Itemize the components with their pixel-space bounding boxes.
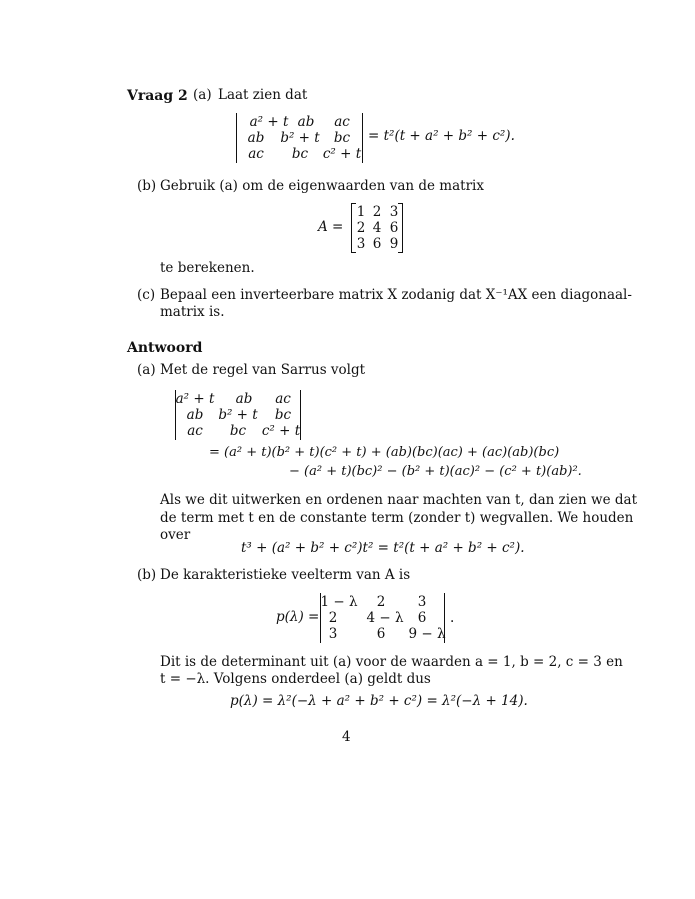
det-cell: b² + t	[218, 407, 258, 423]
answer-b-intro: De karakteristieke veelterm van A is	[160, 567, 411, 583]
matrix-cell: 9	[389, 236, 399, 252]
det-cell: bc	[229, 423, 247, 439]
p-lambda-dot: .	[450, 610, 455, 626]
part-b-label: (b)	[137, 178, 157, 194]
part-c-label: (c)	[137, 287, 156, 303]
det-cell: ab	[297, 114, 315, 130]
det-cell: 1 − λ	[320, 594, 358, 610]
matrix-cell: 1	[356, 204, 366, 220]
det-cell: ab	[235, 391, 253, 407]
det-cell: c² + t	[322, 146, 362, 162]
part-c-line1: Bepaal een inverteerbare matrix X zodanig dat X⁻¹AX een diagonaal-	[160, 287, 632, 303]
det-cell: c² + t	[261, 423, 301, 439]
det-cell: 9 − λ	[408, 626, 446, 642]
det-cell: bc	[333, 130, 351, 146]
matrix-left-bracket	[351, 203, 356, 253]
det-left-bar	[236, 113, 237, 163]
matrix-cell: 4	[372, 220, 382, 236]
sarrus-line2: − (a² + t)(bc)² − (b² + t)(ac)² − (c² + t)(ab)².	[289, 464, 582, 479]
answer-heading: Antwoord	[127, 340, 203, 356]
answer-a-result: t³ + (a² + b² + c²)t² = t²(t + a² + b² + c²).	[241, 540, 525, 556]
det-cell: 4 − λ	[366, 610, 404, 626]
answer-a-intro: Met de regel van Sarrus volgt	[160, 362, 366, 378]
part-a-rhs: = t²(t + a² + b² + c²).	[368, 128, 515, 144]
matrix-cell: 2	[356, 220, 366, 236]
det-cell: bc	[291, 146, 309, 162]
det-cell: bc	[274, 407, 292, 423]
answer-a-para2: de term met t en de constante term (zonder t) wegvallen. We houden	[160, 510, 634, 526]
part-b-text: Gebruik (a) om de eigenwaarden van de matrix	[160, 178, 484, 194]
answer-b-result: p(λ) = λ²(−λ + a² + b² + c²) = λ²(−λ + 14).	[230, 693, 528, 709]
matrix-cell: 3	[389, 204, 399, 220]
matrix-cell: 6	[389, 220, 399, 236]
part-a-label: (a)	[193, 87, 212, 103]
det-cell: ab	[186, 407, 204, 423]
p-lambda-lhs: p(λ) =	[276, 609, 320, 625]
part-b-after: te berekenen.	[160, 260, 255, 276]
det-cell: 3	[328, 626, 338, 642]
matrix-a-name: A =	[318, 219, 344, 235]
det-cell: b² + t	[280, 130, 320, 146]
det-right-bar	[362, 113, 363, 163]
matrix-cell: 6	[372, 236, 382, 252]
det-cell: ac	[248, 146, 264, 162]
matrix-cell: 2	[372, 204, 382, 220]
answer-b-label: (b)	[137, 567, 157, 583]
det-cell: a² + t	[249, 114, 289, 130]
det-cell: 3	[417, 594, 427, 610]
sarrus-line1: = (a² + t)(b² + t)(c² + t) + (ab)(bc)(ac) + (ac)(ab)(bc)	[209, 445, 560, 460]
det-cell: a² + t	[175, 391, 215, 407]
det-cell: 6	[417, 610, 427, 626]
matrix-cell: 3	[356, 236, 366, 252]
det-cell: 2	[376, 594, 386, 610]
det-cell: ac	[275, 391, 291, 407]
answer-a-para1: Als we dit uitwerken en ordenen naar machten van t, dan zien we dat	[160, 492, 637, 508]
det-cell: 2	[328, 610, 338, 626]
matrix-right-bracket	[398, 203, 403, 253]
answer-b-para2: t = −λ. Volgens onderdeel (a) geldt dus	[160, 671, 431, 687]
answer-a-para3: over	[160, 527, 191, 543]
det-cell: ab	[247, 130, 265, 146]
question-heading: Vraag 2	[127, 88, 188, 104]
answer-b-para1: Dit is de determinant uit (a) voor de waarden a = 1, b = 2, c = 3 en	[160, 654, 623, 670]
part-c-line2: matrix is.	[160, 304, 225, 320]
det-cell: ac	[334, 114, 350, 130]
det-cell: 6	[376, 626, 386, 642]
part-a-intro: Laat zien dat	[218, 87, 308, 103]
answer-a-label: (a)	[137, 362, 156, 378]
page-number: 4	[342, 729, 351, 745]
det-cell: ac	[187, 423, 203, 439]
